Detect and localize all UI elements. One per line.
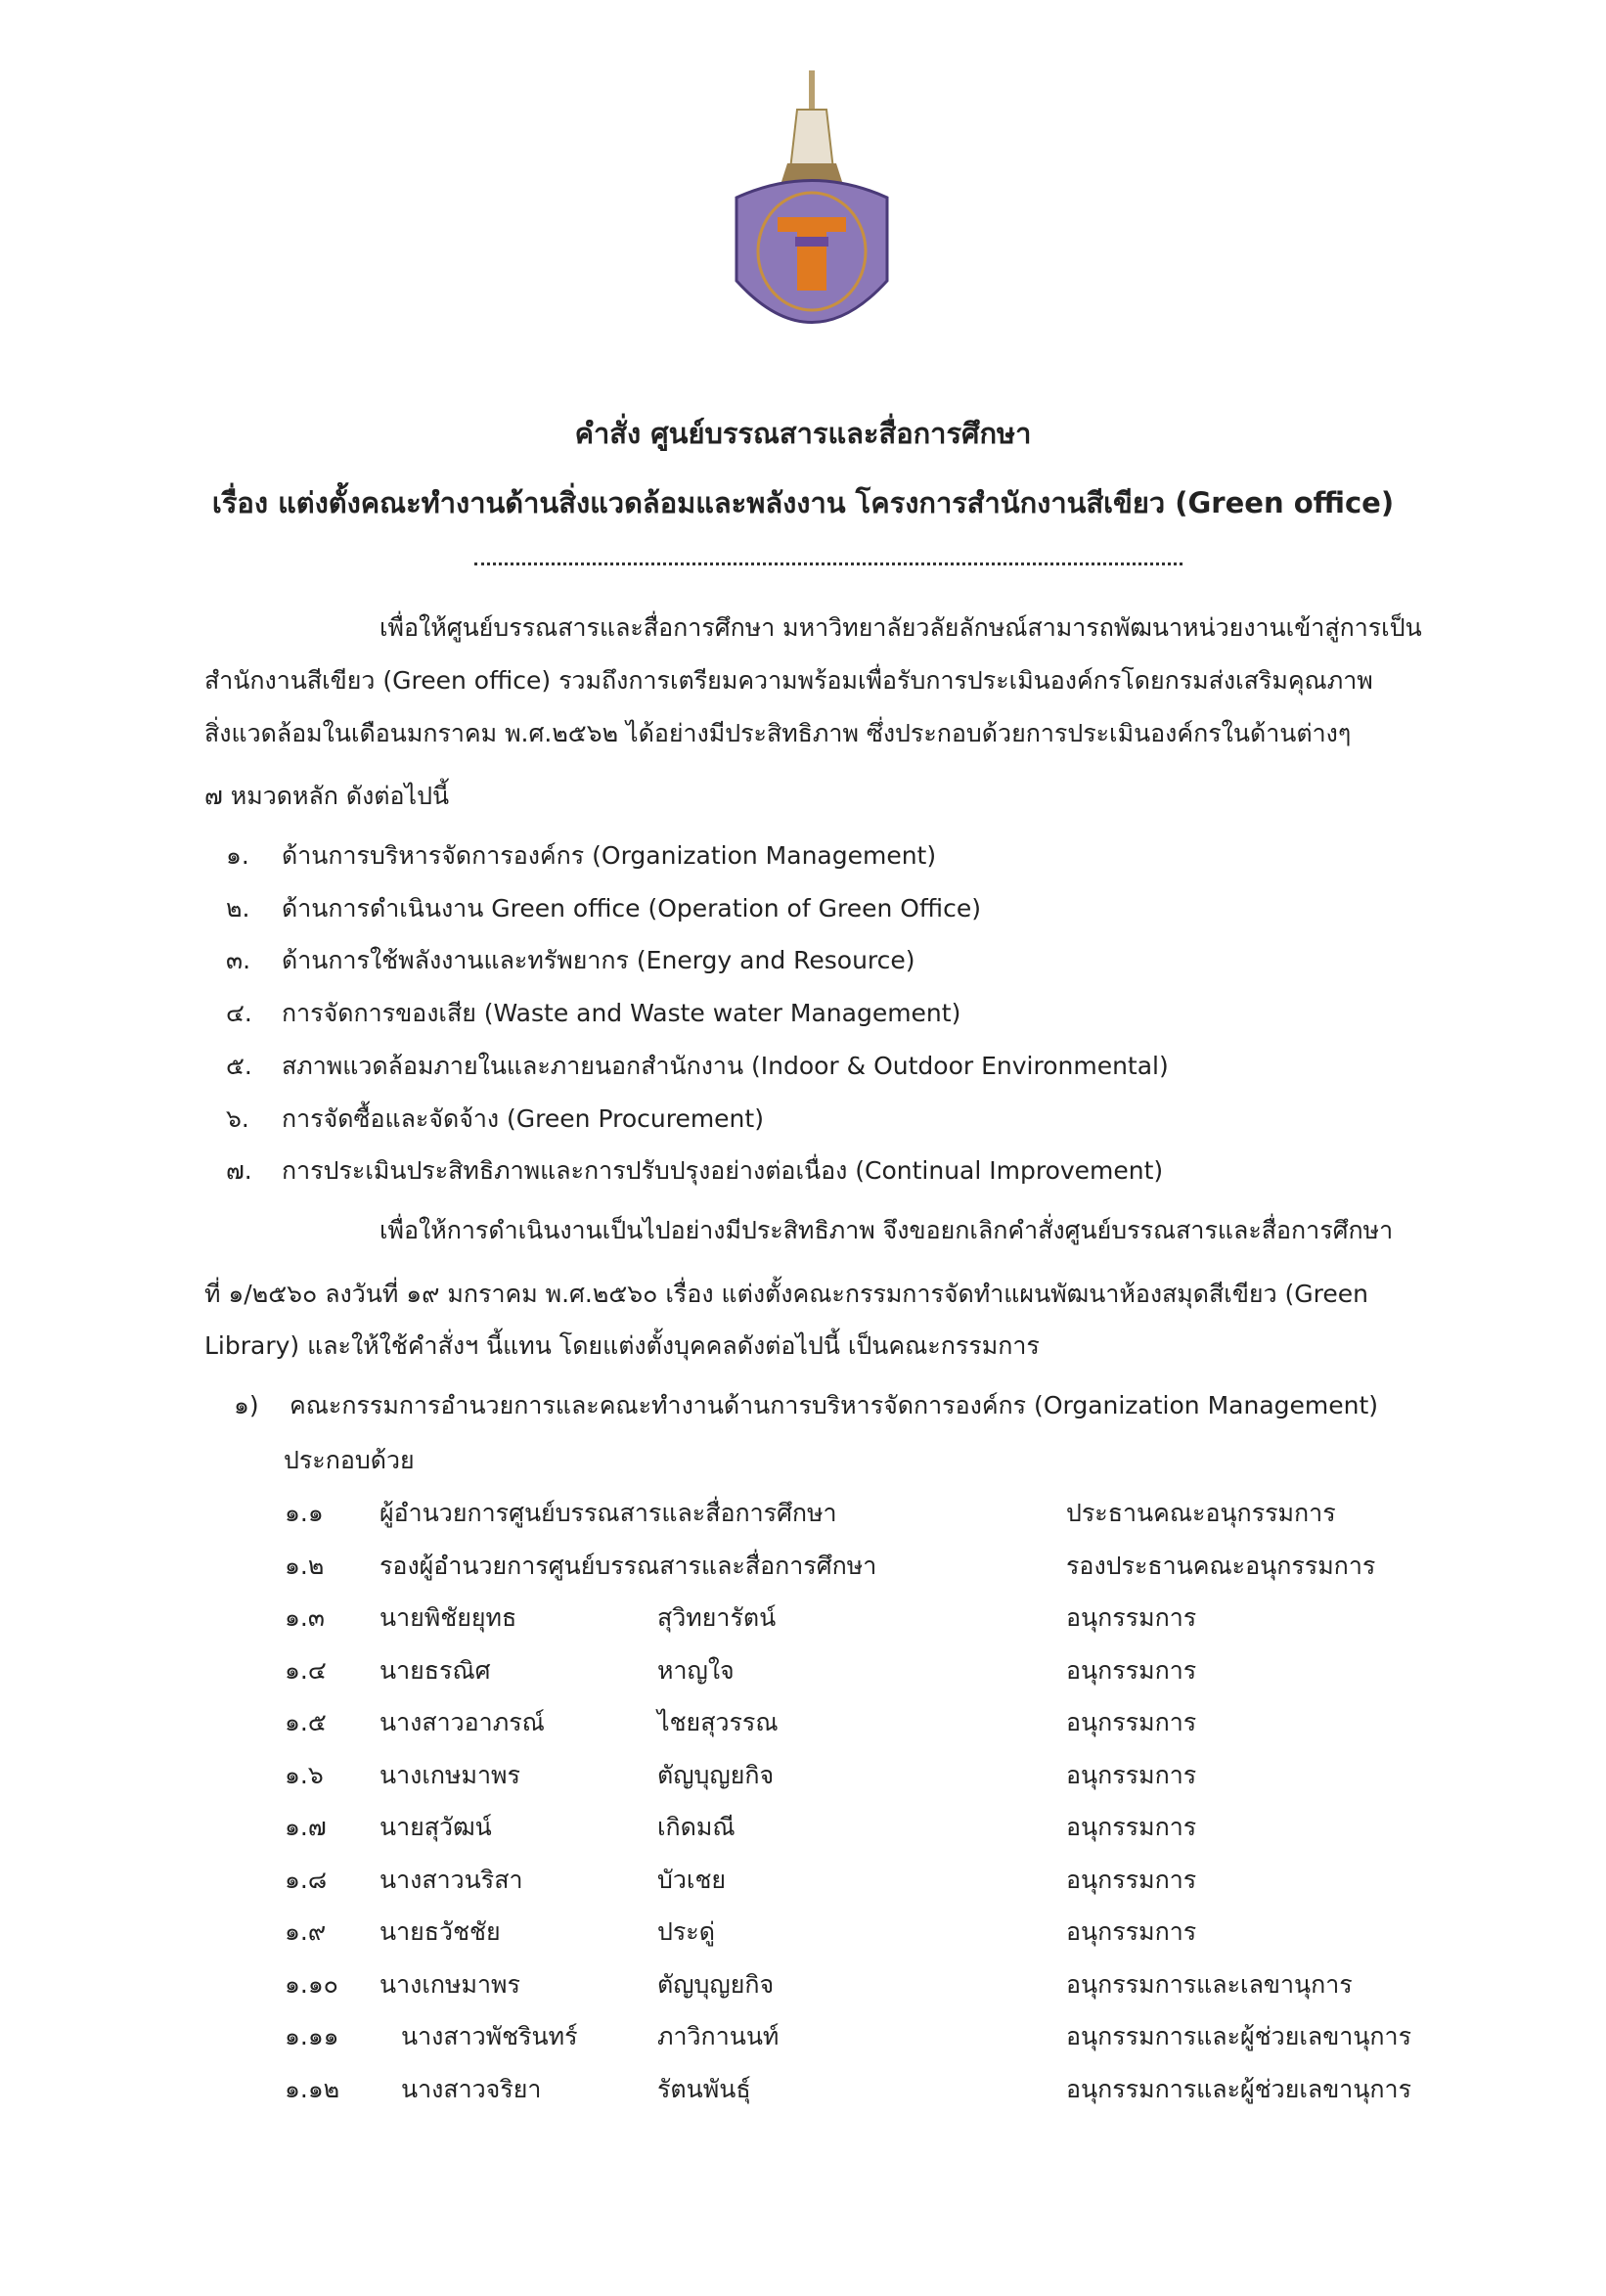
category-number: ๑. [226, 841, 249, 870]
member-role: อนุกรรมการ [1066, 1708, 1197, 1736]
category-item: การจัดซื้อและจัดจ้าง (Green Procurement) [282, 1103, 764, 1133]
member-name: นางสาวพัชรินทร์ [401, 2022, 578, 2050]
committee-number: ๑) [234, 1391, 259, 1419]
member-role: อนุกรรมการ [1066, 1603, 1197, 1632]
member-role: ประธานคณะอนุกรรมการ [1066, 1499, 1336, 1527]
member-number: ๑.๗ [285, 1813, 327, 1841]
divider-dotted [474, 563, 1182, 565]
member-surname: เกิดมณี [657, 1813, 736, 1841]
member-name: นายธวัชชัย [379, 1917, 501, 1946]
member-surname: ตัญบุญยกิจ [657, 1760, 775, 1789]
member-surname: ตัญบุญยกิจ [657, 1969, 775, 1999]
member-surname: บัวเชย [657, 1865, 727, 1894]
member-role: รองประธานคณะอนุกรรมการ [1066, 1551, 1376, 1580]
member-number: ๑.๑๒ [285, 2074, 340, 2103]
member-surname: ประดู่ [657, 1917, 715, 1946]
order-subject: เรื่อง แต่งตั้งคณะทำงานด้านสิ่งแวดล้อมและพลังงาน โครงการสำนักงานสีเขียว (Green office) [211, 486, 1395, 519]
member-surname: สุวิทยารัตน์ [657, 1603, 777, 1632]
member-role: อนุกรรมการ [1066, 1865, 1197, 1894]
member-role: อนุกรรมการ [1066, 1917, 1197, 1946]
member-name: นางเกษมาพร [379, 1760, 520, 1789]
member-number: ๑.๒ [285, 1551, 325, 1580]
member-number: ๑.๓ [285, 1603, 325, 1632]
member-name: รองผู้อำนวยการศูนย์บรรณสารและสื่อการศึกษา [379, 1551, 877, 1580]
member-role: อนุกรรมการและเลขานุการ [1066, 1969, 1353, 1999]
member-number: ๑.๘ [285, 1865, 328, 1894]
member-name: นางสาวจริยา [401, 2074, 542, 2103]
member-name: นายพิชัยยุทธ [379, 1603, 517, 1632]
para2-line: ที่ ๑/๒๕๖๐ ลงวันที่ ๑๙ มกราคม พ.ศ.๒๕๖๐ เรื่อง แต่งตั้งคณะกรรมการจัดทำแผนพัฒนาห้องสมุดสีเขียว (Green [204, 1280, 1369, 1308]
member-name: นางเกษมาพร [379, 1969, 520, 1999]
category-number: ๓. [226, 946, 251, 975]
member-number: ๑.๑๐ [285, 1969, 338, 1999]
category-item: การประเมินประสิทธิภาพและการปรับปรุงอย่างต่อเนื่อง (Continual Improvement) [282, 1156, 1164, 1186]
member-surname: ภาวิกานนท์ [657, 2022, 780, 2050]
member-role: อนุกรรมการและผู้ช่วยเลขานุการ [1066, 2074, 1412, 2103]
member-surname: ไชยสุวรรณ [657, 1708, 779, 1736]
member-role: อนุกรรมการ [1066, 1813, 1197, 1841]
category-number: ๒. [226, 893, 250, 923]
member-number: ๑.๔ [285, 1655, 327, 1685]
member-number: ๑.๑ [285, 1499, 324, 1527]
member-name: ผู้อำนวยการศูนย์บรรณสารและสื่อการศึกษา [379, 1499, 837, 1527]
member-surname: หาญใจ [657, 1655, 735, 1685]
category-number: ๔. [226, 999, 252, 1028]
member-name: นายสุวัฒน์ [379, 1813, 492, 1841]
category-number: ๕. [226, 1051, 252, 1080]
member-number: ๑.๙ [285, 1917, 327, 1946]
category-item: ด้านการดำเนินงาน Green office (Operation of Green Office) [282, 893, 981, 923]
member-role: อนุกรรมการและผู้ช่วยเลขานุการ [1066, 2022, 1412, 2050]
intro-line: สิ่งแวดล้อมในเดือนมกราคม พ.ศ.๒๕๖๒ ได้อย่างมีประสิทธิภาพ ซึ่งประกอบด้วยการประเมินองค์กรในด้านต่างๆ [204, 719, 1352, 747]
category-item: ด้านการใช้พลังงานและทรัพยากร (Energy and Resource) [282, 946, 915, 975]
member-number: ๑.๕ [285, 1708, 327, 1736]
para2-line: Library) และให้ใช้คำสั่งฯ นี้แทน โดยแต่งตั้งบุคคลดังต่อไปนี้ เป็นคณะกรรมการ [204, 1331, 1040, 1360]
intro-line: ๗ หมวดหลัก ดังต่อไปนี้ [204, 782, 450, 810]
member-name: นางสาวอาภรณ์ [379, 1708, 545, 1736]
committee-title-cont: ประกอบด้วย [284, 1446, 415, 1474]
member-name: นางสาวนริสา [379, 1865, 523, 1894]
member-role: อนุกรรมการ [1066, 1655, 1197, 1685]
category-item: ด้านการบริหารจัดการองค์กร (Organization Management) [282, 841, 937, 870]
order-title: คำสั่ง ศูนย์บรรณสารและสื่อการศึกษา [574, 417, 1032, 450]
para2-line: เพื่อให้การดำเนินงานเป็นไปอย่างมีประสิทธิภาพ จึงขอยกเลิกคำสั่งศูนย์บรรณสารและสื่อการศึกษา [379, 1216, 1394, 1244]
category-item: การจัดการของเสีย (Waste and Waste water Management) [282, 999, 961, 1028]
member-name: นายธรณิศ [379, 1655, 491, 1685]
intro-line: สำนักงานสีเขียว (Green office) รวมถึงการเตรียมความพร้อมเพื่อรับการประเมินองค์กรโดยกรมส่งเสริมคุณภาพ [204, 666, 1373, 695]
category-number: ๖. [226, 1103, 249, 1133]
member-number: ๑.๑๑ [285, 2022, 339, 2050]
category-number: ๗. [226, 1156, 252, 1186]
category-item: สภาพแวดล้อมภายในและภายนอกสำนักงาน (Indoor & Outdoor Environmental) [282, 1051, 1169, 1080]
university-seal-logo [719, 70, 905, 364]
member-surname: รัตนพันธุ์ [657, 2074, 751, 2103]
intro-line: เพื่อให้ศูนย์บรรณสารและสื่อการศึกษา มหาวิทยาลัยวลัยลักษณ์สามารถพัฒนาหน่วยงานเข้าสู่การเป็น [379, 613, 1422, 642]
member-number: ๑.๖ [285, 1760, 324, 1789]
committee-title: คณะกรรมการอำนวยการและคณะทำงานด้านการบริหารจัดการองค์กร (Organization Management) [290, 1391, 1379, 1419]
member-role: อนุกรรมการ [1066, 1760, 1197, 1789]
